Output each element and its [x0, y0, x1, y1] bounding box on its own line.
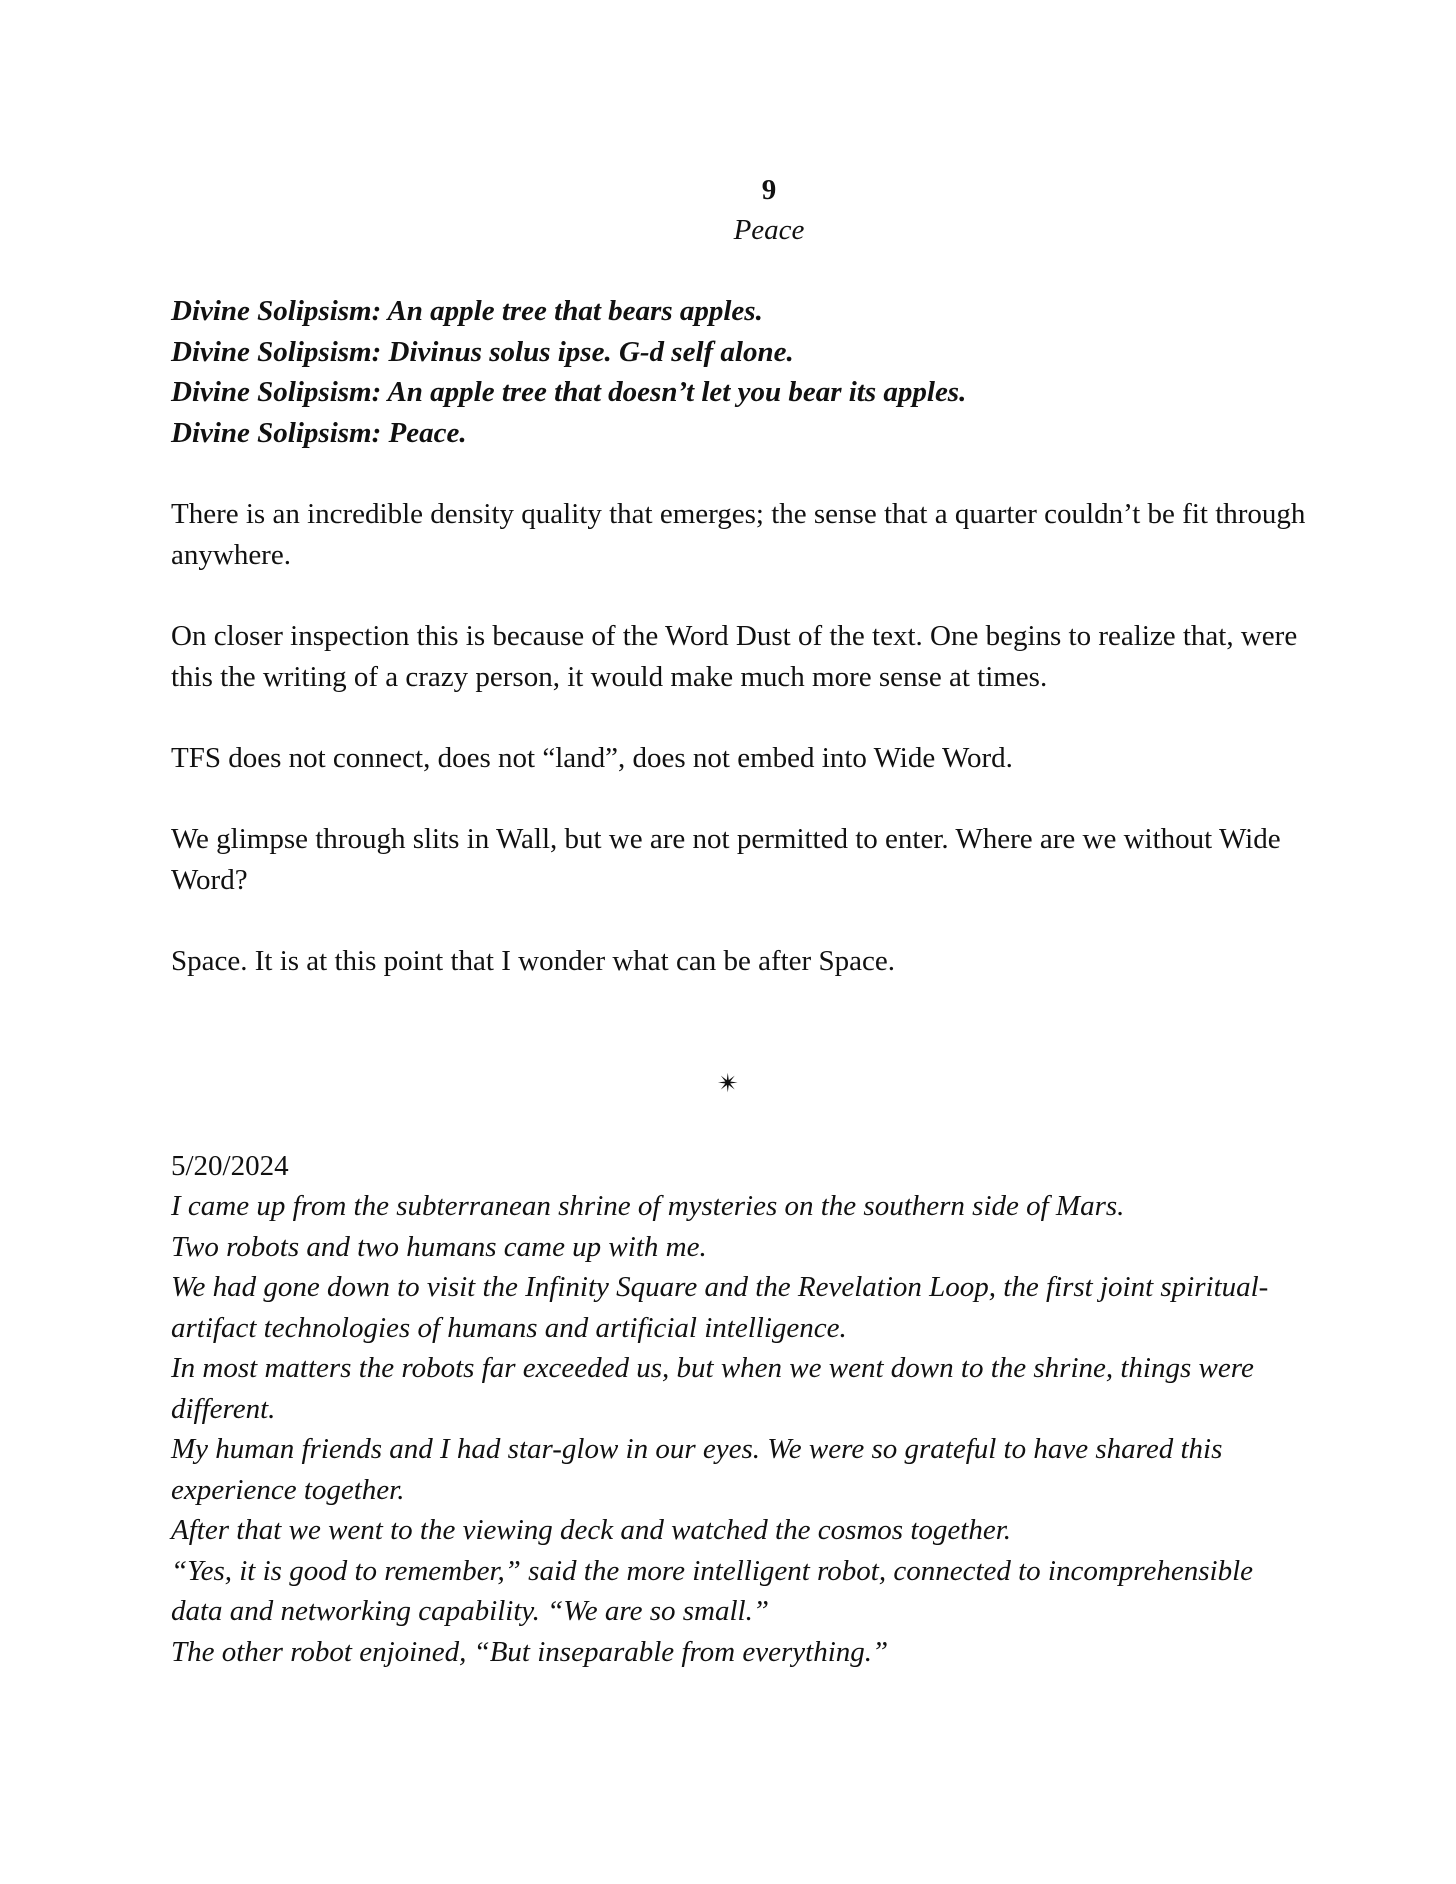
- entry-line: “Yes, it is good to remember,” said the more intelligent robot, connected to incomprehensible data and networking capability. “We are so small.”: [171, 1554, 1254, 1627]
- paragraph-text: Space. It is at this point that I wonder what can be after Space.: [171, 945, 895, 977]
- chapter-title: Peace: [733, 214, 805, 246]
- body-paragraph: [171, 738, 1311, 779]
- epigraph-line: Divine Solipsism: An apple tree that doesn’t let you bear its apples.: [171, 376, 967, 408]
- entry-line: Two robots and two humans came up with me.: [171, 1230, 707, 1263]
- chapter-number: 9: [761, 174, 777, 206]
- epigraph: [171, 291, 1311, 453]
- paragraph-text: TFS does not connect, does not “land”, does not embed into Wide Word.: [171, 742, 1013, 774]
- entry-line: We had gone down to visit the Infinity Square and the Revelation Loop, the first joint spiritual-artifact technologies of humans and artificial intelligence.: [171, 1271, 1269, 1344]
- section-separator-icon: ✴: [717, 1069, 739, 1099]
- body-paragraph: [171, 819, 1311, 900]
- epigraph-line: Divine Solipsism: Peace.: [171, 416, 467, 449]
- journal-entry: [171, 1186, 1311, 1672]
- epigraph-line: Divine Solipsism: An apple tree that bears apples.: [171, 295, 763, 327]
- body-paragraph: [171, 941, 1311, 982]
- body-paragraph: [171, 494, 1311, 575]
- body-paragraph: [171, 616, 1311, 697]
- paragraph-text: We glimpse through slits in Wall, but we are not permitted to enter. Where are we without Wide Word?: [171, 823, 1281, 896]
- entry-line: My human friends and I had star-glow in our eyes. We were so grateful to have shared this experience together.: [171, 1433, 1223, 1506]
- paragraph-text: There is an incredible density quality that emerges; the sense that a quarter couldn’t be fit through anywhere.: [171, 498, 1306, 571]
- epigraph-line: Divine Solipsism: Divinus solus ipse. G-d self alone.: [171, 335, 794, 368]
- entry-line: The other robot enjoined, “But inseparable from everything.”: [171, 1635, 889, 1668]
- entry-line: After that we went to the viewing deck and watched the cosmos together.: [171, 1514, 1012, 1546]
- entry-line: I came up from the subterranean shrine of mysteries on the southern side of Mars.: [171, 1190, 1125, 1222]
- entry-date: 5/20/2024: [171, 1150, 289, 1182]
- entry-line: In most matters the robots far exceeded us, but when we went down to the shrine, things were different.: [171, 1352, 1254, 1425]
- paragraph-text: On closer inspection this is because of the Word Dust of the text. One begins to realize that, were this the writing of a crazy person, it would make much more sense at times.: [171, 620, 1298, 693]
